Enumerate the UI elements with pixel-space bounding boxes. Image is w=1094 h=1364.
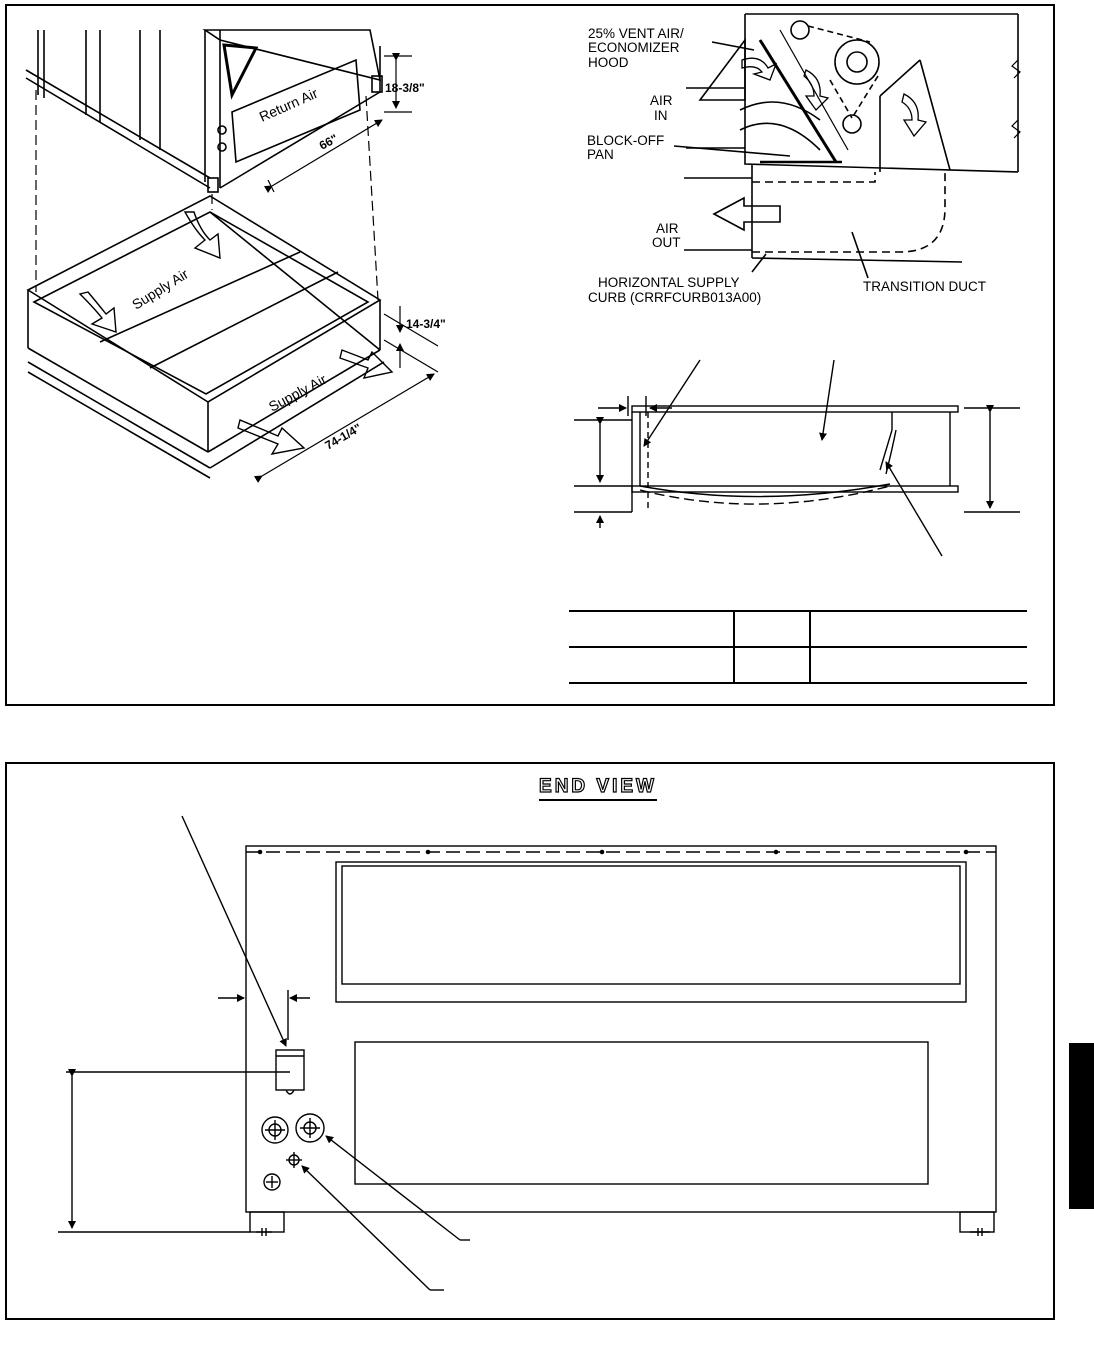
section-tab: [1069, 1043, 1094, 1209]
end-view-title: END VIEW: [526, 776, 670, 798]
svg-text:HOOD: HOOD: [588, 55, 629, 70]
end-view-panel: [5, 762, 1055, 1320]
curb-elevation-view: [574, 360, 1020, 556]
projection-lines: [36, 90, 378, 300]
svg-text:OUT: OUT: [652, 235, 681, 250]
dim-height-lower: 14-3/4": [406, 317, 446, 331]
table-row: [569, 647, 1027, 683]
svg-text:TRANSITION DUCT: TRANSITION DUCT: [863, 279, 986, 294]
svg-text:HORIZONTAL SUPPLY: HORIZONTAL SUPPLY: [598, 275, 740, 290]
svg-text:ECONOMIZER: ECONOMIZER: [588, 40, 680, 55]
return-air-label: Return Air: [256, 84, 321, 125]
svg-text:AIR: AIR: [656, 221, 679, 236]
table-row: [569, 611, 1027, 647]
dim-length-lower: 74-1/4": [322, 420, 364, 453]
svg-text:CURB (CRRFCURB013A00): CURB (CRRFCURB013A00): [588, 290, 762, 305]
svg-text:AIR: AIR: [650, 93, 673, 108]
supply-air-label-top: Supply Air: [129, 265, 192, 313]
svg-text:PAN: PAN: [587, 147, 614, 162]
rooftop-unit-isometric: [26, 30, 382, 192]
svg-text:BLOCK-OFF: BLOCK-OFF: [587, 133, 665, 148]
supply-air-label-front: Supply Air: [265, 370, 330, 415]
svg-text:25% VENT AIR/: 25% VENT AIR/: [588, 26, 684, 41]
spec-table: [569, 610, 1027, 684]
dim-height-upper: 18-3/8": [385, 81, 425, 95]
dim-width-upper: 66": [316, 131, 341, 153]
economizer-section-view: [674, 14, 1020, 278]
upper-dimensions: [268, 56, 412, 192]
svg-text:IN: IN: [654, 108, 668, 123]
